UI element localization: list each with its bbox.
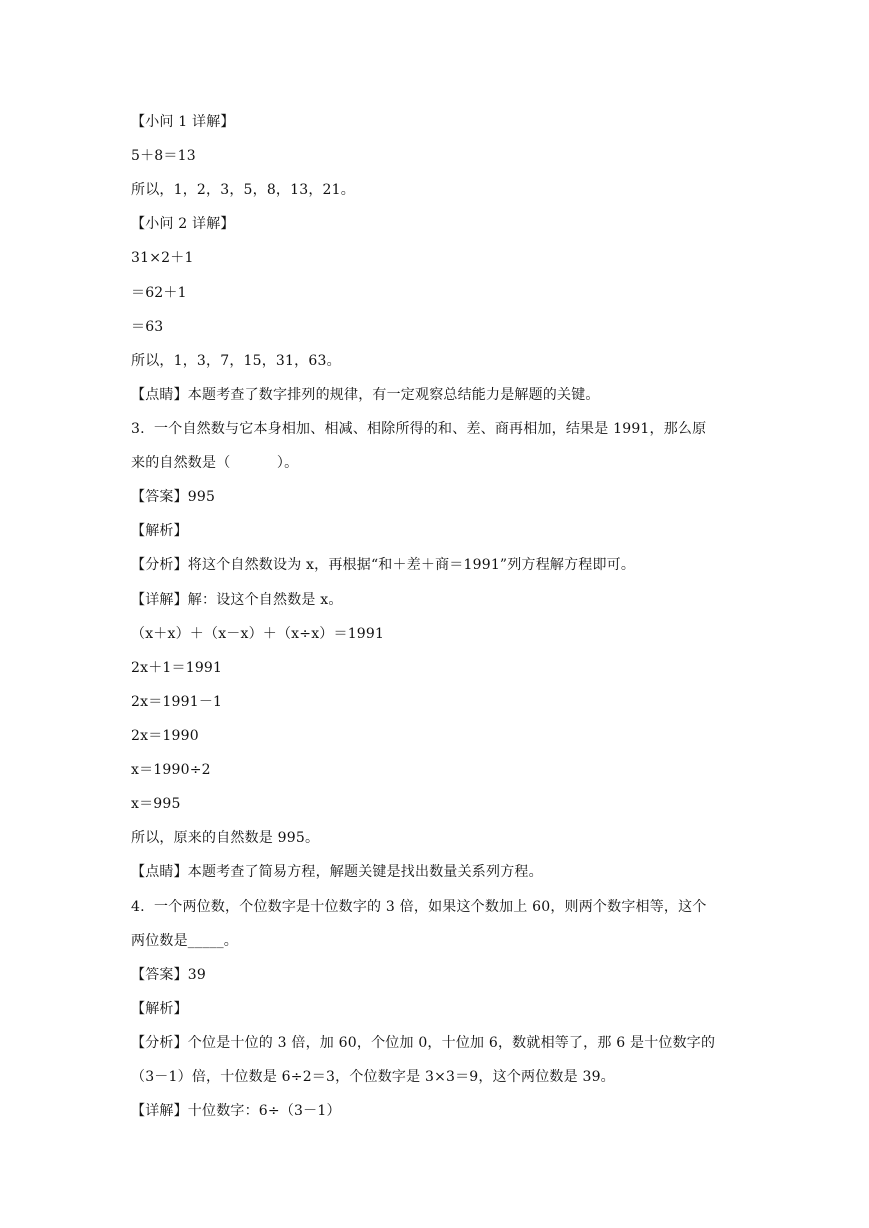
question-3-text-continued: 来的自然数是（ ）。: [131, 455, 299, 471]
equation-line: 5＋8＝13: [131, 148, 196, 164]
equation-line: ＝63: [131, 319, 164, 335]
equation-line: x＝1990÷2: [131, 762, 211, 778]
analysis-line-continued: （3－1）倍，十位数是 6÷2＝3，个位数字是 3×3＝9，这个两位数是 39。: [131, 1069, 615, 1085]
equation-line: 2x＝1991－1: [131, 694, 223, 710]
comment-line: 【点睛】本题考查了简易方程，解题关键是找出数量关系列方程。: [131, 864, 543, 880]
analysis-line: 【分析】将这个自然数设为 x，再根据“和＋差＋商＝1991”列方程解方程即可。: [131, 557, 636, 573]
question-4-text-continued: 两位数是_____。: [131, 933, 238, 949]
question-4-text: 4. 一个两位数，个位数字是十位数字的 3 倍，如果这个数加上 60，则两个数字相等，这个: [131, 899, 707, 915]
subquestion-2-heading: 【小问 2 详解】: [131, 216, 235, 232]
analysis-heading: 【解析】: [131, 523, 188, 539]
analysis-heading: 【解析】: [131, 1001, 188, 1017]
equation-line: （x＋x）＋（x－x）＋（x÷x）＝1991: [131, 626, 385, 642]
equation-line: 2x＝1990: [131, 728, 199, 744]
answer-line: 【答案】39: [131, 967, 207, 983]
detail-line: 【详解】十位数字：6÷（3－1）: [131, 1103, 341, 1119]
equation-line: x＝995: [131, 796, 181, 812]
conclusion-line: 所以，1，2，3，5，8，13，21。: [131, 182, 355, 198]
equation-line: ＝62＋1: [131, 285, 187, 301]
analysis-line: 【分析】个位是十位的 3 倍，加 60，个位加 0，十位加 6，数就相等了，那 6 是十位数字的: [131, 1035, 716, 1051]
equation-line: 31×2＋1: [131, 250, 194, 266]
answer-line: 【答案】995: [131, 489, 216, 505]
conclusion-line: 所以，原来的自然数是 995。: [131, 830, 320, 846]
subquestion-1-heading: 【小问 1 详解】: [131, 114, 235, 130]
detail-line: 【详解】解：设这个自然数是 x。: [131, 592, 343, 608]
comment-line: 【点睛】本题考查了数字排列的规律，有一定观察总结能力是解题的关键。: [131, 387, 600, 403]
equation-line: 2x＋1＝1991: [131, 660, 223, 676]
conclusion-line: 所以，1，3，7，15，31，63。: [131, 353, 341, 369]
question-3-text: 3. 一个自然数与它本身相加、相减、相除所得的和、差、商再相加，结果是 1991，那么原: [131, 421, 707, 437]
